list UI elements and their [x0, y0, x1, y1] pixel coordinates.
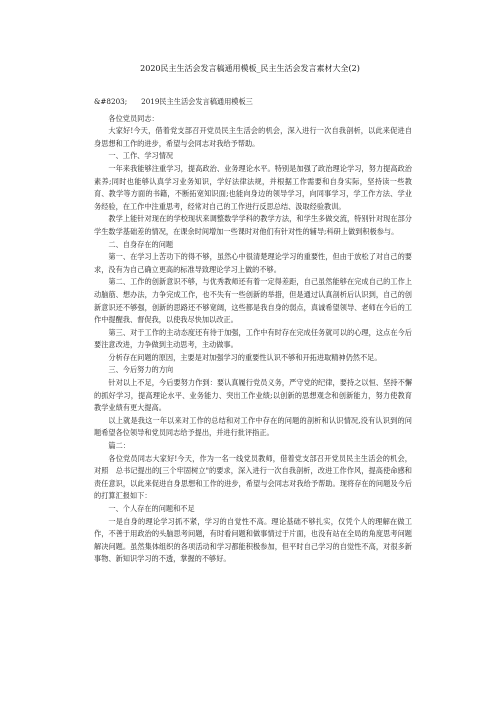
top-line [94, 96, 412, 109]
body-paragraph: 针对以上不足，今后要努力作到：要认真履行党员义务，严守党的纪律，要持之以恒、坚持不懈的抓好学习，提高理论水平、业务能力、突出工作业绩;以创新的思想观念和创新能力，努力使教育教学业绩有更大提高。 [94, 378, 412, 413]
section-heading: 一、个人存在的问题和不足 [108, 504, 195, 513]
section-heading: 2019民主生活会发言稿通用模板三 [141, 97, 253, 106]
document-body [94, 96, 412, 566]
zero-width-marker: &#8203; [94, 97, 128, 106]
body-paragraph: 以上就是我这一年以来对工作的总结和对工作中存在的问题的剖析和认识情况,没有认识到的问题希望各位领导和党员同志给予提出，并进行批评指正。 [94, 415, 412, 438]
section-heading: 二、自身存在的问题 [108, 239, 174, 249]
body-paragraph: 第一、在学习上苦功下的得不够，虽然心中很清楚理论学习的重要性，但由于放松了对自己的要求，没有为自己确立更高的标准导致理论学习上做的不够。 [94, 252, 412, 274]
salutation: 各位党员同志： [108, 113, 159, 123]
body-paragraph: 大家好!今天，借着党支部召开党员民主生活会的机会，深入进行一次自我剖析，以此来促进自身思想和工作的进步，希望与会同志对我给予帮助。 [94, 126, 412, 148]
body-paragraph: 教学上能针对现在的学校现状来调整数学学科的教学方法，和学生多做交流，特别针对现在部分学生数学基础差的情况，在课余时间增加一些课时对他们有针对性的辅导;科研上做到积极参与。 [94, 214, 412, 236]
body-paragraph: 分析存在问题的原因，主要是对加强学习的重要性认识不够和开拓进取精神仍然不足。 [108, 352, 382, 362]
section-heading: 一、工作、学习情况 [108, 151, 174, 161]
section-heading: 三、今后努力的方向 [108, 365, 174, 375]
section-heading: 篇二： [108, 441, 130, 451]
document-title: 2020民主生活会发言稿通用模板_民主生活会发言素材大全(2) [140, 64, 360, 73]
body-paragraph: 第三、对于工作的主动态度还有待于加强，工作中有时存在完成任务就可以的心理，这点在今后要注意改进，力争做到主动思考，主动做事。 [94, 327, 412, 350]
body-paragraph: 第二、工作的创新意识不够，与优秀教师还有着一定得差距，自己虽然能够在完成自己的工作上动脑筋、想办法，力争完成工作，也不失有一些创新的举措，但是通过认真剖析后认识到，自己的创新意识还不够强，创新的思路还不够宽阔，这些都是我自身的弱点，真诚希望领导、老师在今后的工作中提醒我、督促我，以使我尽快加以改正。 [94, 277, 412, 325]
body-paragraph: 各位党员同志大家好!今天，作为一名一线党员教师，借着党支部召开党员民主生活会的机会，对照 总书记提出的[三个牢固树立"的要求，深入进行一次自我剖析，改进工作作风，提高使命感和责任意识，以此来促进自身思想和工作的进步，希望与会同志对我给予帮助。现将存在的问题及今后的打算汇报如下： [94, 453, 412, 501]
body-paragraph: 一是自身的理论学习抓不紧，学习的自觉性不高。理论基础不够扎实，仅凭个人的理解在做工作，不善于用政治的头脑思考问题，有时看问题和做事情过于片面，也没有站在全局的角度思考问题解决问题。虽然集体组织的各项活动和学习都能积极参加，但平时自己学习的自觉性不高，对很多新事物、新知识学习的不透，掌握的不够好。 [94, 516, 412, 564]
body-paragraph: 一年来我能够注重学习，提高政治、业务理论水平。特别是加强了政治理论学习，努力提高政治素养;同时也能够认真学习业务知识，学好法律法规，并根据工作需要和自身实际，坚持读一些教育、教学等方面的书籍，不断拓宽知识面;也能向身边的领导学习，向同事学习，学工作方法、学业务经验，在工作中注重思考，经常对自己的工作进行反思总结、汲取经验教训。 [94, 163, 412, 211]
